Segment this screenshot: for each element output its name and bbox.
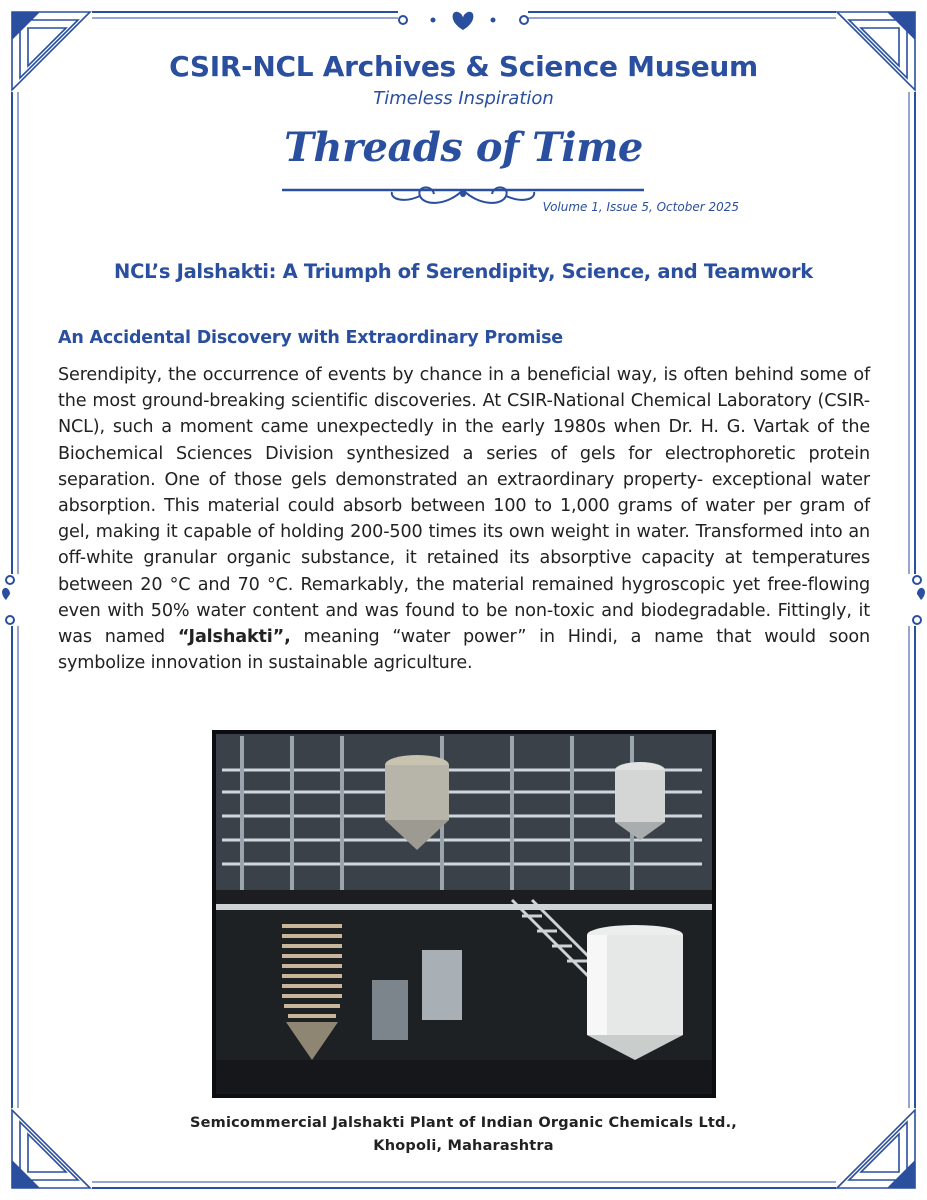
- caption-line-2: Khopoli, Maharashtra: [373, 1138, 554, 1154]
- photo-caption: [0, 1112, 927, 1158]
- caption-line-1: Semicommercial Jalshakti Plant of Indian Organic Chemicals Ltd.,: [189, 1115, 738, 1131]
- paragraph-text-part2: meaning “water power” in Hindi, a name that would soon symbolize innovation in sustainable agriculture.: [58, 627, 870, 674]
- museum-title: CSIR-NCL Archives & Science Museum: [169, 50, 758, 83]
- plant-photo: [212, 730, 716, 1098]
- jalshakti-emphasis: “Jalshakti”,: [177, 627, 291, 648]
- section-heading: An Accidental Discovery with Extraordinary Promise: [58, 328, 563, 348]
- paragraph-text-part1: Serendipity, the occurrence of events by chance in a beneficial way, is often behind some of the most ground-breaking scientific discoveries. At CSIR-National Chemical Laboratory (CSIR-NCL), such a moment came unexpectedly in the early 1980s when Dr. H. G. Vartak of the Biochemical Sciences Division synthesized a series of gels for electrophoretic protein separation. One of those gels demonstrated an extraordinary property- exceptional water absorption. This material could absorb between 100 to 1,000 grams of water per gram of gel, making it capable of holding 200-500 times its own weight in water. Transformed into an off-white granular organic substance, it retained its absorptive capacity at temperatures between 20 °C and 70 °C. Remarkably, the material remained hygroscopic yet free-flowing even with 50% water content and was found to be non-toxic and biodegradable. Fittingly, it was named: [58, 365, 870, 648]
- issue-info: Volume 1, Issue 5, October 2025: [542, 200, 739, 214]
- museum-tagline: Timeless Inspiration: [373, 88, 554, 109]
- article-title: NCL’s Jalshakti: A Triumph of Serendipity, Science, and Teamwork: [114, 260, 813, 283]
- article-paragraph: [58, 362, 870, 676]
- newsletter-masthead: Threads of Time: [284, 124, 643, 171]
